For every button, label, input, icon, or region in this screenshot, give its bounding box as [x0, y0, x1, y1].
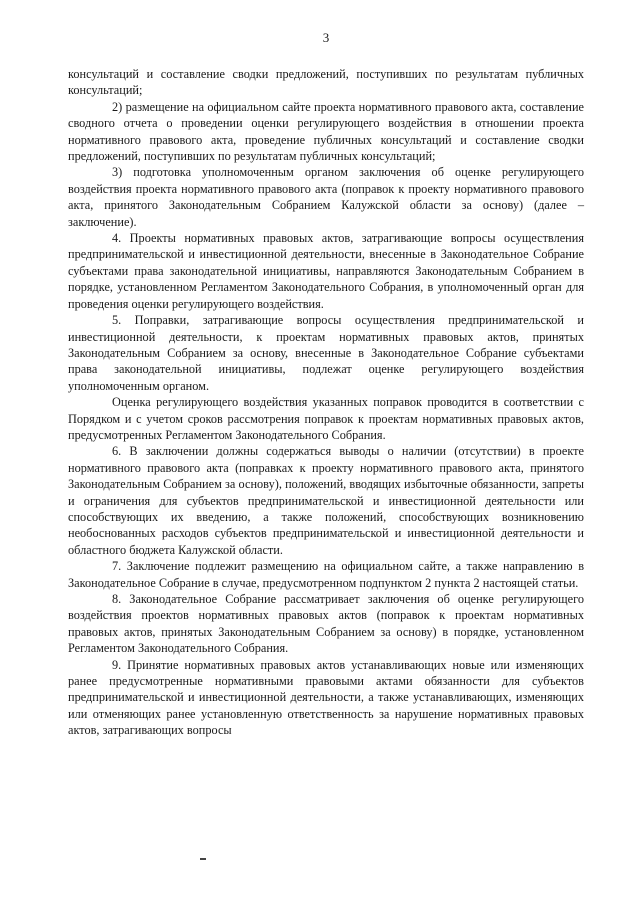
paragraph: 9. Принятие нормативных правовых актов устанавливающих новые или изменяющих ранее предусмотренные нормативными правовыми актами обязанности для субъектов предпринимательской и инвестиционной деятельности, а также устанавливающих, изменяющих или отменяющих ранее установленную ответственность за нарушение нормативных правовых актов, затрагивающих вопросы: [68, 657, 584, 738]
paragraph: 8. Законодательное Собрание рассматривает заключения об оценке регулирующего воздействия проектов нормативных правовых актов (поправок к проектам нормативных правовых актов, принятых Законодательным Собранием за основу) в порядке, установленном Регламентом Законодательного Собрания.: [68, 592, 584, 656]
document-body: [68, 66, 584, 739]
paragraph: 4. Проекты нормативных правовых актов, затрагивающие вопросы осуществления предпринимательской и инвестиционной деятельности, внесенные в Законодательное Собрание субъектами права законодательной инициативы, направляются Законодательным Собранием в порядке, установленном Регламентом Законодательного Собрания, в уполномоченный орган для проведения оценки регулирующего воздействия.: [68, 231, 584, 311]
scan-artifact-mark: [200, 858, 206, 860]
paragraph: Оценка регулирующего воздействия указанных поправок проводится в соответствии с Порядком и с учетом сроков рассмотрения поправок к проектам нормативных правовых актов, предусмотренных Регламентом Законодательного Собрания.: [68, 395, 584, 442]
paragraph: 2) размещение на официальном сайте проекта нормативного правового акта, составление сводного отчета о проведении оценки регулирующего воздействия в отношении проекта нормативного правового акта, проведение публичных консультаций и составление сводки предложений, поступивших по результатам публичных консультаций;: [68, 99, 584, 164]
page-number: 3: [322, 30, 330, 45]
paragraph: 7. Заключение подлежит размещению на официальном сайте, а также направлению в Законодательное Собрание в случае, предусмотренном подпунктом 2 пункта 2 настоящей статьи.: [68, 559, 584, 590]
paragraph: консультаций и составление сводки предложений, поступивших по результатам публичных консультаций;: [68, 67, 584, 98]
paragraph: 5. Поправки, затрагивающие вопросы осуществления предпринимательской и инвестиционной деятельности, к проектам нормативных правовых актов, принятых Законодательным Собранием за основу, внесенные в Законодательное Собрание субъектами права законодательной инициативы, подлежат оценке регулирующего воздействия уполномоченным органом.: [68, 313, 584, 393]
paragraph: 3) подготовка уполномоченным органом заключения об оценке регулирующего воздействия проекта нормативного правового акта (поправок к проекту нормативного правового акта, принятого Законодательным Собранием Калужской области за основу) (далее – заключение).: [68, 165, 584, 229]
paragraph: 6. В заключении должны содержаться выводы о наличии (отсутствии) в проекте нормативного правового акта (поправках к проекту нормативного правового акта, принятого Законодательным Собранием за основу), положений, вводящих избыточные обязанности, запреты и ограничения для субъектов предпринимательской и инвестиционной деятельности или способствующих их введению, а также положений, способствующих возникновению необоснованных расходов субъектов предпринимательской и инвестиционной деятельности и областного бюджета Калужской области.: [68, 444, 584, 557]
